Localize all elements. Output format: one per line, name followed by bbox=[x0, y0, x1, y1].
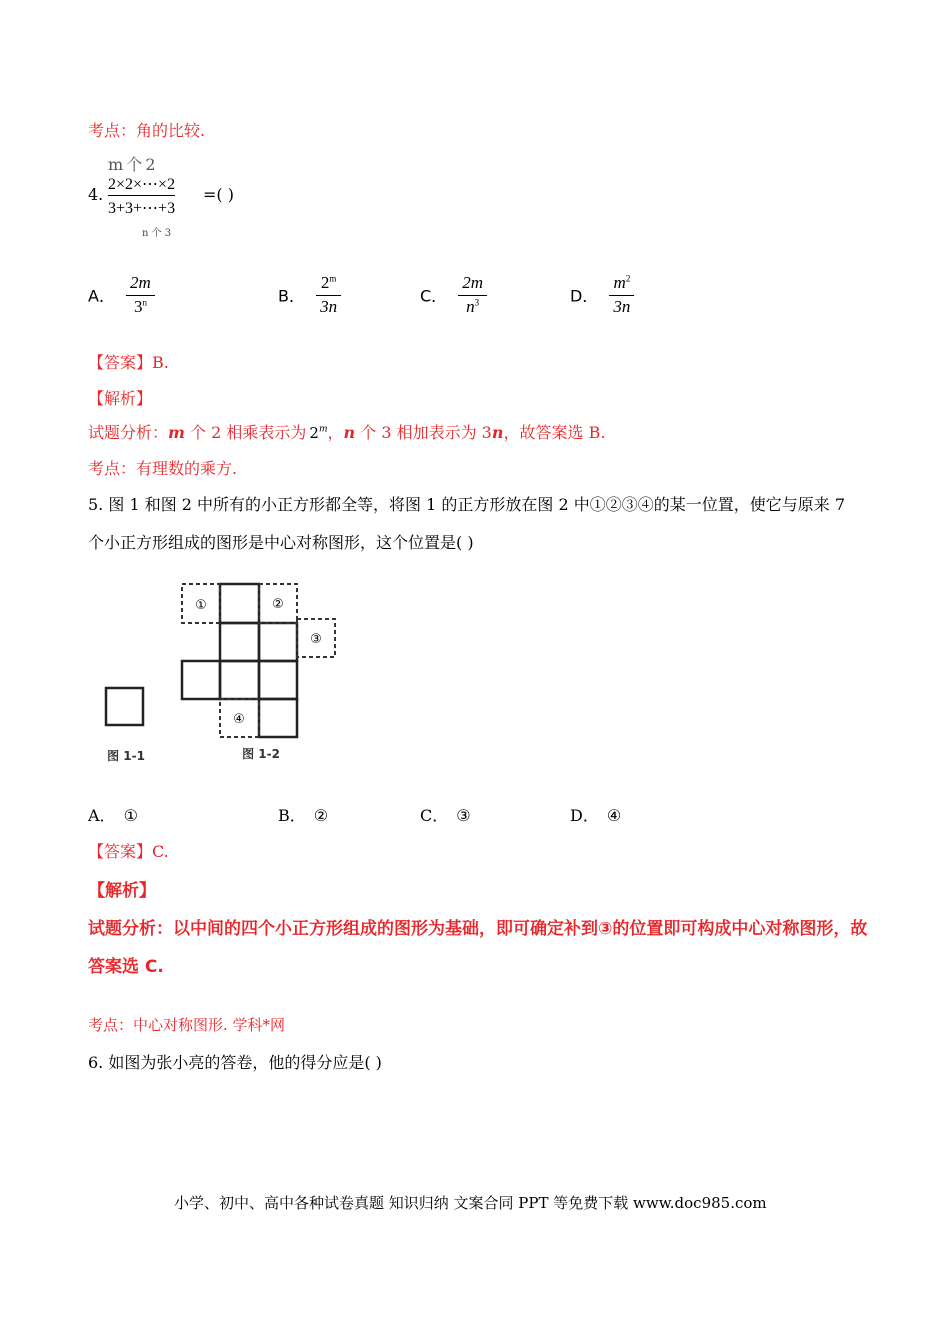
fig2-square-6 bbox=[259, 661, 297, 699]
page-footer: 小学、初中、高中各种试卷真题 知识归纳 文案合同 PPT 等免费下载 www.doc985.com bbox=[174, 1194, 767, 1212]
q4-option-b-fraction bbox=[316, 274, 341, 316]
q5-option-b-value: ② bbox=[313, 806, 329, 825]
fig2-label-3: ③ bbox=[310, 632, 322, 647]
q4-option-c-label: C． bbox=[420, 286, 448, 306]
q4-option-d-label: D． bbox=[570, 286, 599, 306]
q4-analysis-prefix: 试题分析： bbox=[88, 423, 169, 442]
q4-option-c-num: 2m bbox=[462, 273, 484, 292]
q4-overbrace-label: m 个 2 bbox=[108, 155, 155, 174]
q4-analysis: 试题分析：m 个 2 相乘表示为 2$^m$，n 个 3 相加表示为 3n，故答案选 B. bbox=[88, 423, 606, 442]
q4-kaodian: 考点：有理数的乘方. bbox=[88, 459, 238, 478]
q4-analysis-part2: 个 3 相加表示为 3 bbox=[355, 423, 492, 442]
q4-analysis-part1: 个 2 相乘表示为 bbox=[184, 423, 307, 442]
fig2-square-7 bbox=[259, 699, 297, 737]
q4-option-c bbox=[420, 274, 487, 316]
q5-option-c-label: C． bbox=[420, 806, 449, 825]
q4-option-d-num: m bbox=[613, 273, 626, 292]
q4-option-a-den-sup: n bbox=[142, 297, 147, 308]
q4-jiexi: 【解析】 bbox=[88, 389, 153, 408]
q4-option-c-fraction bbox=[458, 274, 487, 316]
q4-option-d bbox=[570, 274, 634, 316]
q4-analysis-2m-sup: m bbox=[318, 424, 328, 435]
fig2-label-1: ① bbox=[195, 598, 207, 613]
q4-analysis-n2: n bbox=[491, 423, 504, 442]
fig2-square-5 bbox=[220, 661, 259, 699]
fig2-label-4: ④ bbox=[233, 712, 245, 727]
q4-number: 4. bbox=[88, 185, 104, 204]
q4-option-a-label: A． bbox=[88, 286, 115, 306]
fig2-square-3 bbox=[259, 623, 297, 661]
q4-option-b-num-sup: m bbox=[329, 273, 337, 284]
q4-option-b bbox=[278, 274, 341, 316]
fig1-square bbox=[106, 688, 143, 725]
q3-kaodian: 考点：角的比较. bbox=[88, 121, 206, 140]
q5-option-d-label: D． bbox=[570, 806, 599, 825]
q5-option-d bbox=[570, 803, 621, 826]
q5-option-d-value: ④ bbox=[606, 806, 622, 825]
q4-option-a-num: 2m bbox=[130, 273, 151, 292]
q4-equals-blank: =( ) bbox=[203, 185, 234, 204]
q4-option-b-den: 3n bbox=[320, 296, 338, 316]
fig2-label-2: ② bbox=[272, 597, 284, 612]
q4-option-a-fraction bbox=[126, 274, 155, 316]
q4-option-c-den-sup: 3 bbox=[474, 297, 480, 308]
fig2-square-2 bbox=[220, 623, 259, 661]
q5-stem-line2: 个小正方形组成的图形是中心对称图形，这个位置是( ) bbox=[88, 533, 474, 552]
q5-option-b-label: B． bbox=[278, 806, 306, 825]
q4-analysis-m: m bbox=[168, 423, 185, 442]
q4-option-b-num: 2 bbox=[320, 273, 330, 292]
q4-numerator: 2×2×⋯×2 bbox=[108, 174, 175, 196]
fig2-caption: 图 1-2 bbox=[242, 747, 280, 761]
q5-kaodian: 考点：中心对称图形. 学科*网 bbox=[88, 1016, 286, 1034]
q5-figure bbox=[96, 574, 346, 772]
q4-option-c-den: n bbox=[466, 296, 475, 316]
q4-answer: 【答案】B. bbox=[88, 353, 169, 372]
q5-jiexi: 【解析】 bbox=[88, 881, 156, 901]
q4-analysis-2m-base: 2 bbox=[309, 424, 319, 442]
q5-analysis-line1: 试题分析：以中间的四个小正方形组成的图形为基础，即可确定补到③的位置即可构成中心对称图形，故 bbox=[88, 919, 868, 939]
fig2-square-1 bbox=[220, 584, 259, 623]
q5-option-b bbox=[278, 803, 328, 826]
fig1-caption: 图 1-1 bbox=[107, 749, 145, 763]
q5-option-c bbox=[420, 803, 471, 826]
q4-stem bbox=[88, 152, 288, 244]
q5-stem-line1: 5. 图 1 和图 2 中所有的小正方形都全等，将图 1 的正方形放在图 2 中①②③④的某一位置，使它与原来 7 bbox=[88, 495, 846, 514]
q4-option-a bbox=[88, 274, 155, 316]
q5-option-c-value: ③ bbox=[456, 806, 471, 825]
q4-underbrace-label: n 个 3 bbox=[142, 228, 172, 239]
q4-option-d-num-sup: 2 bbox=[625, 273, 631, 284]
fig2-square-4 bbox=[182, 661, 220, 699]
q5-option-a bbox=[88, 803, 138, 826]
q4-option-d-fraction bbox=[609, 274, 634, 316]
q5-option-a-label: A． bbox=[88, 806, 116, 825]
q4-option-a-den: 3 bbox=[133, 296, 143, 316]
q4-analysis-n: n bbox=[343, 423, 356, 442]
q6-stem: 6. 如图为张小亮的答卷，他的得分应是( ) bbox=[88, 1053, 382, 1072]
q5-option-a-value: ① bbox=[123, 806, 138, 825]
q4-option-b-label: B． bbox=[278, 286, 305, 306]
q4-option-d-den: 3n bbox=[613, 296, 631, 316]
q4-denominator: 3+3+⋯+3 bbox=[108, 200, 176, 217]
q5-analysis-line2: 答案选 C. bbox=[88, 957, 164, 977]
q4-analysis-part3: ，故答案选 B. bbox=[503, 423, 606, 442]
q5-answer: 【答案】C. bbox=[88, 842, 169, 861]
